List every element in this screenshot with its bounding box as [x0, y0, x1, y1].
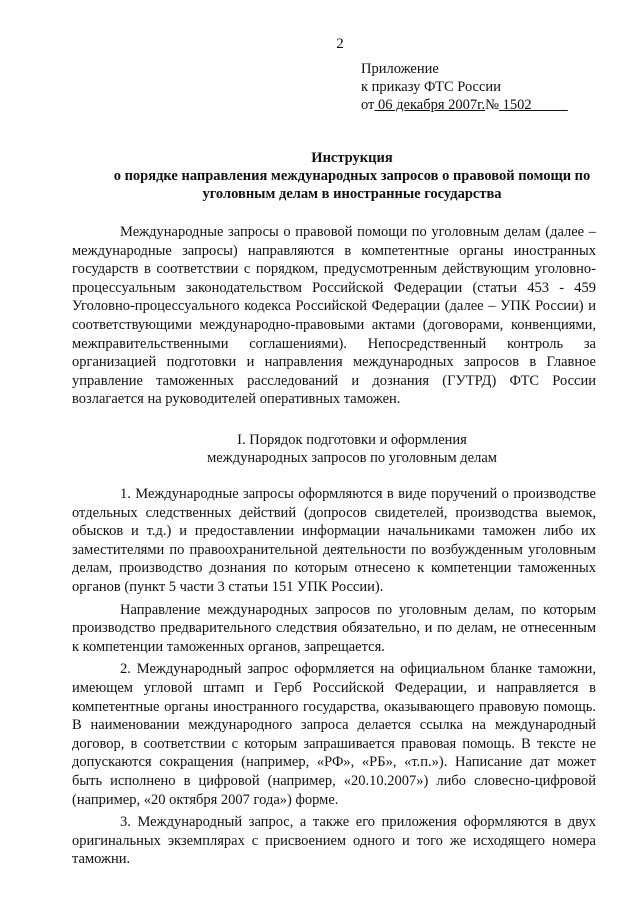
order-number: 1502 [502, 97, 532, 113]
appendix-order-date-number [361, 96, 568, 114]
appendix-header [361, 60, 568, 114]
section-heading-line2: международных запросов по уголовным делам [207, 450, 497, 466]
date-prefix: от [361, 97, 375, 113]
document-title [72, 149, 632, 203]
appendix-order-reference: к приказу ФТС России [361, 79, 501, 95]
section-heading [72, 431, 632, 467]
order-date: 06 декабря 2007г. [378, 97, 486, 113]
title-heading: Инструкция [311, 150, 393, 166]
paragraph-3: 3. Международный запрос, а также его приложения оформляются в двух оригинальных экземплярах с присвоением одного и того же исходящего номера таможни. [72, 814, 596, 868]
paragraph-1-continuation: Направление международных запросов по уголовным делам, по которым производство предварительного следствия обязательно, и по делам, не отнесенным к компетенции таможенных органов, запрещается. [72, 601, 596, 655]
title-subtitle-line2: уголовным делам в иностранные государства [202, 186, 502, 202]
page-number: 2 [336, 36, 344, 52]
intro-section [72, 223, 596, 409]
section-body [72, 485, 596, 873]
paragraph-1: 1. Международные запросы оформляются в виде поручений о производстве отдельных следственных действий (допросов свидетелей, производства выемок, обысков и т.д.) и предоставлении информации начальниками таможен либо их заместителями по правоохранительной деятельности по возбужденным уголовным делам, производство дознания по которым отнесено к компетенции таможенных органов (пункт 5 части 3 статьи 151 УПК России). [72, 486, 596, 595]
section-heading-line1: I. Порядок подготовки и оформления [237, 432, 467, 448]
number-prefix: № [485, 97, 499, 113]
intro-paragraph: Международные запросы о правовой помощи по уголовным делам (далее – международные запросы) направляются в компетентные органы иностранных государств в соответствии с порядком, предусмотренным действующим уголовно-процессуальным законодательством Российской Федерации (статьи 453 - 459 Уголовно-процессуального кодекса Российской Федерации (далее – УПК России) и соответствующими международно-правовыми актами (договорами, конвенциями, межправительственными соглашениями). Непосредственный контроль за организацией подготовки и направления международных запросов в Главное управление таможенных расследований и дознания (ГУТРД) ФТС России возлагается на руководителей оперативных таможен. [72, 224, 596, 408]
appendix-label: Приложение [361, 61, 439, 77]
paragraph-2: 2. Международный запрос оформляется на официальном бланке таможни, имеющем угловой штамп и Герб Российской Федерации, и направляется в компетентные органы иностранного государства, оказывающего правовую помощь. В наименовании международного запроса делается ссылка на международный договор, в соответствии с которым запрашивается правовая помощь. В тексте не допускаются сокращения (например, «РФ», «РБ», «т.п.»). Написание дат может быть исполнено в цифровой (например, «20.10.2007») либо словесно-цифровой (например, «20 октября 2007 года») форме. [72, 661, 596, 808]
title-subtitle-line1: о порядке направления международных запросов о правовой помощи по [113, 168, 591, 184]
